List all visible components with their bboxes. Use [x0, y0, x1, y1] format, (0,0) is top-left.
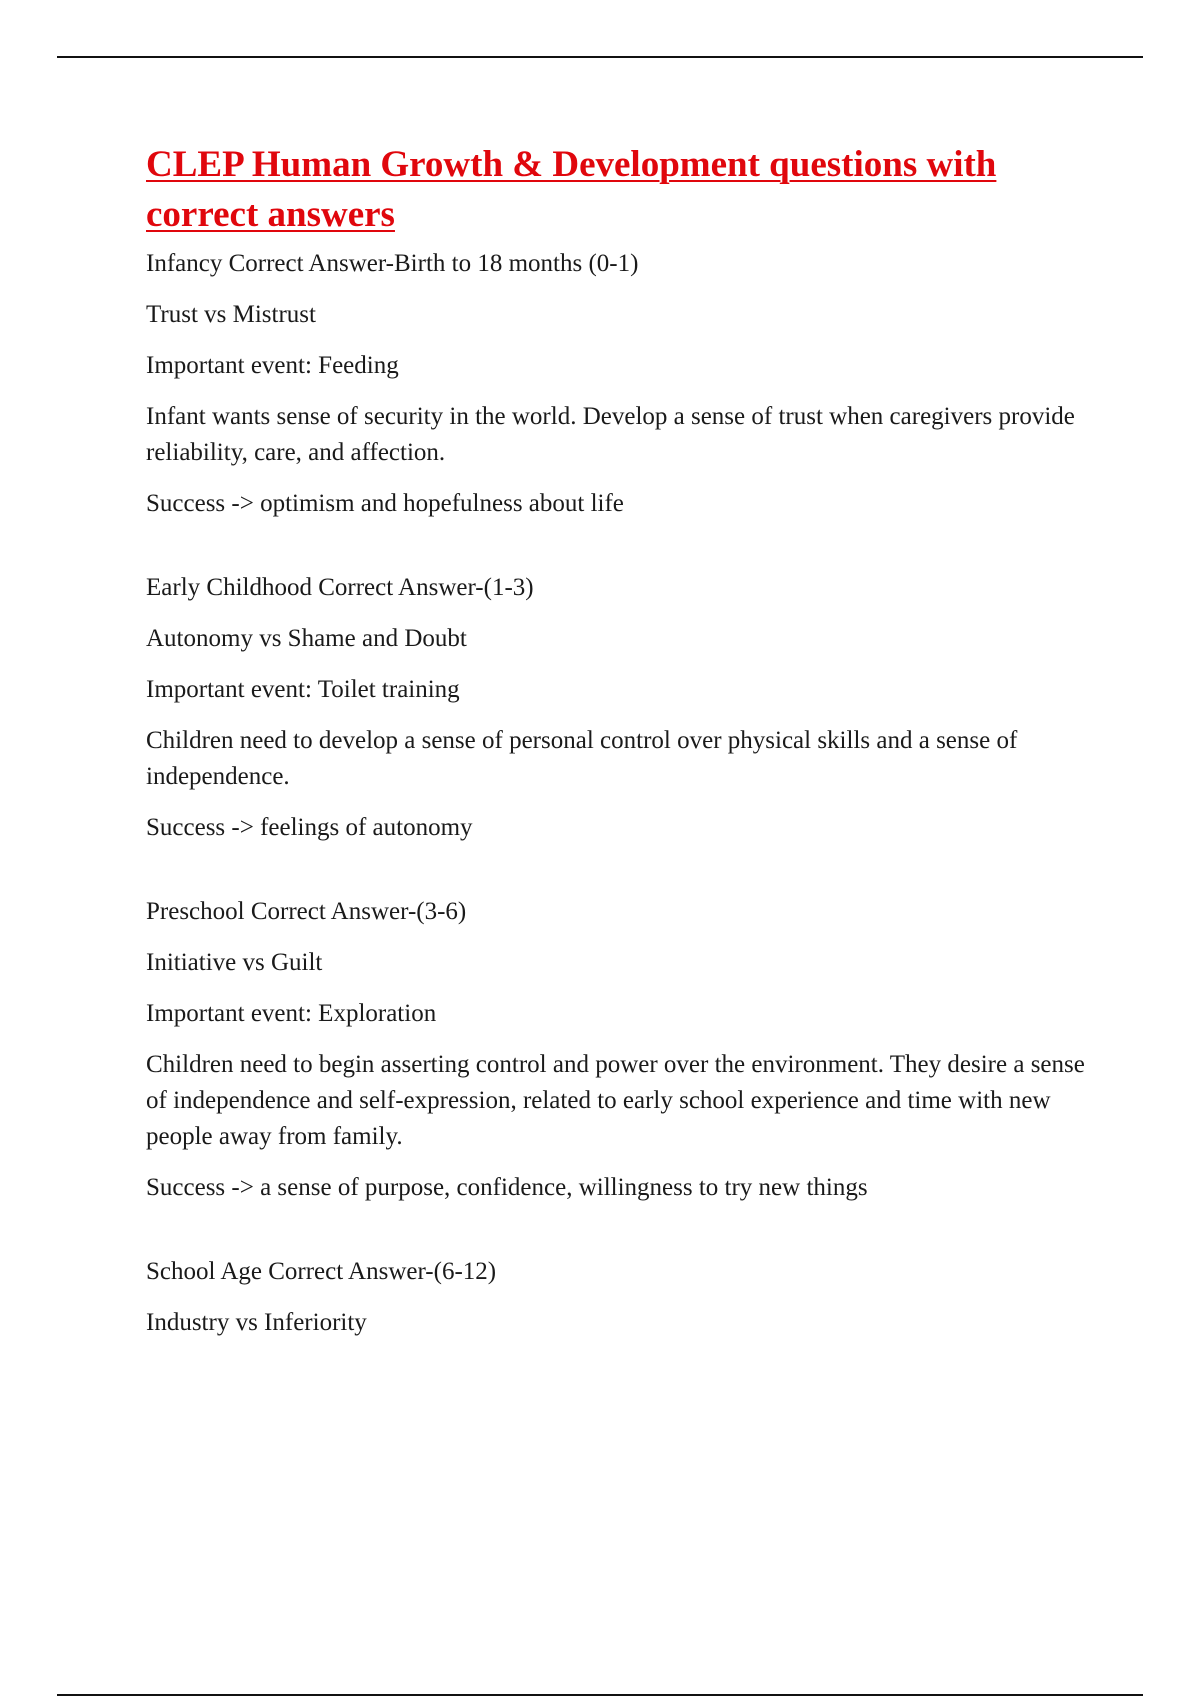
section-event: Important event: Feeding	[146, 352, 399, 379]
section-description: Infant wants sense of security in the world. Develop a sense of trust when caregivers provide reliability, care, and affection.	[146, 403, 1075, 466]
section-heading: Preschool Correct Answer-(3-6)	[146, 898, 467, 925]
footer-rule	[57, 1694, 1143, 1696]
section-event: Important event: Toilet training	[146, 676, 460, 703]
section-event: Important event: Exploration	[146, 1000, 437, 1027]
section-crisis: Autonomy vs Shame and Doubt	[146, 625, 467, 652]
section-infancy	[146, 246, 1106, 522]
section-success: Success -> feelings of autonomy	[146, 814, 473, 841]
section-preschool	[146, 894, 1106, 1206]
section-description: Children need to develop a sense of personal control over physical skills and a sense of independence.	[146, 727, 1018, 790]
section-school-age	[146, 1254, 1106, 1341]
section-success: Success -> optimism and hopefulness about life	[146, 490, 624, 517]
section-heading: Early Childhood Correct Answer-(1-3)	[146, 574, 534, 601]
section-early-childhood	[146, 570, 1106, 846]
document-title: CLEP Human Growth & Development questions with correct answers	[146, 144, 997, 235]
section-crisis: Industry vs Inferiority	[146, 1309, 367, 1336]
section-description: Children need to begin asserting control and power over the environment. They desire a sense of independence and self-expression, related to early school experience and time with new people away from family.	[146, 1051, 1085, 1150]
section-success: Success -> a sense of purpose, confidence, willingness to try new things	[146, 1174, 868, 1201]
section-heading: Infancy Correct Answer-Birth to 18 months (0-1)	[146, 250, 639, 277]
section-crisis: Initiative vs Guilt	[146, 949, 323, 976]
document-body	[146, 140, 1106, 1389]
section-crisis: Trust vs Mistrust	[146, 301, 316, 328]
section-heading: School Age Correct Answer-(6-12)	[146, 1258, 497, 1285]
header-rule	[57, 56, 1143, 58]
